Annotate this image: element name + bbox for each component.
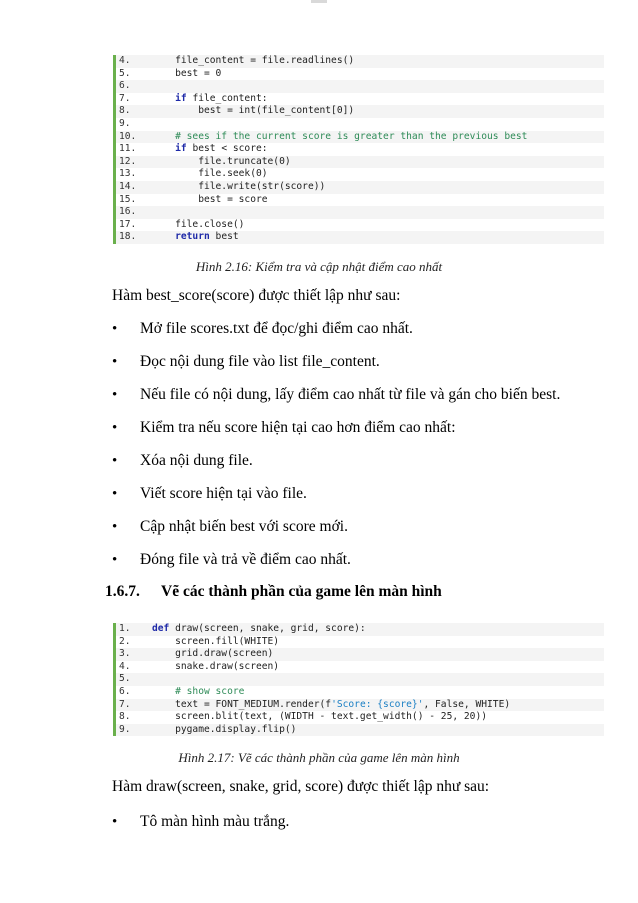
line-number: 10. bbox=[119, 130, 137, 142]
code-line bbox=[116, 699, 604, 712]
bullet-symbol: • bbox=[112, 321, 118, 337]
line-number: 13. bbox=[119, 168, 137, 180]
code-text: screen.fill(WHITE) bbox=[152, 635, 280, 647]
line-number: 6. bbox=[119, 80, 131, 92]
bullet-symbol: • bbox=[112, 453, 118, 469]
code-line bbox=[116, 724, 604, 737]
bullet-text: Mở file scores.txt để đọc/ghi điểm cao nhất. bbox=[140, 320, 413, 337]
code-text: file.seek(0) bbox=[152, 168, 268, 180]
bullet-item bbox=[112, 353, 380, 371]
code-line bbox=[116, 80, 604, 93]
code-line bbox=[116, 68, 604, 81]
bullet-text: Xóa nội dung file. bbox=[140, 452, 253, 469]
bullet-symbol: • bbox=[112, 387, 118, 403]
bullet-text: Kiểm tra nếu score hiện tại cao hơn điểm cao nhất: bbox=[140, 419, 456, 436]
line-number: 3. bbox=[119, 648, 131, 660]
code-text: best = 0 bbox=[152, 67, 222, 79]
code-text: file_content: bbox=[186, 92, 268, 104]
bullet-text: Viết score hiện tại vào file. bbox=[140, 485, 307, 502]
line-number: 12. bbox=[119, 155, 137, 167]
bullet-symbol: • bbox=[112, 552, 118, 568]
code-keyword: if bbox=[175, 143, 187, 155]
figure-caption-2-17: Hình 2.17: Vẽ các thành phần của game lên màn hình bbox=[178, 750, 460, 765]
intro-paragraph-best-score: Hàm best_score(score) được thiết lập như sau: bbox=[112, 287, 401, 304]
code-line bbox=[116, 673, 604, 686]
intro-paragraph-draw: Hàm draw(screen, snake, grid, score) được thiết lập như sau: bbox=[112, 778, 490, 795]
bullet-text: Tô màn hình màu trắng. bbox=[140, 813, 290, 830]
code-line bbox=[116, 181, 604, 194]
bullet-symbol: • bbox=[112, 420, 118, 436]
section-heading-1-6-7 bbox=[105, 583, 442, 601]
line-number: 1. bbox=[119, 623, 131, 634]
code-block-draw bbox=[113, 623, 604, 736]
code-text: best = int(file_content[0]) bbox=[152, 105, 355, 117]
code-text: file.close() bbox=[152, 218, 245, 230]
code-line bbox=[116, 131, 604, 144]
page-top-mark bbox=[311, 0, 327, 3]
bullet-item bbox=[112, 419, 456, 437]
code-line bbox=[116, 648, 604, 661]
bullet-symbol: • bbox=[112, 519, 118, 535]
code-text: snake.draw(screen) bbox=[152, 660, 280, 672]
bullet-item bbox=[112, 452, 253, 470]
bullet-symbol: • bbox=[112, 354, 118, 370]
code-line bbox=[116, 686, 604, 699]
line-number: 7. bbox=[119, 698, 131, 710]
line-number: 8. bbox=[119, 105, 131, 117]
code-text: file.truncate(0) bbox=[152, 155, 291, 167]
code-text: text = FONT_MEDIUM.render(f bbox=[152, 698, 332, 710]
code-line bbox=[116, 623, 604, 636]
line-number: 9. bbox=[119, 117, 131, 129]
code-line bbox=[116, 206, 604, 219]
code-comment: # sees if the current score is greater than the previous best bbox=[152, 130, 528, 142]
section-title: Vẽ các thành phần của game lên màn hình bbox=[161, 583, 442, 600]
bullet-symbol: • bbox=[112, 814, 118, 830]
line-number: 8. bbox=[119, 711, 131, 723]
bullet-symbol: • bbox=[112, 486, 118, 502]
bullet-item bbox=[112, 518, 348, 536]
code-comment: # show score bbox=[152, 685, 245, 697]
bullet-item bbox=[112, 813, 289, 831]
code-text: pygame.display.flip() bbox=[152, 723, 297, 735]
code-block-best-score bbox=[113, 55, 604, 244]
figure-caption-2-16: Hình 2.16: Kiểm tra và cập nhật điểm cao nhất bbox=[195, 259, 443, 274]
code-line bbox=[116, 711, 604, 724]
line-number: 6. bbox=[119, 685, 131, 697]
code-text: grid.draw(screen) bbox=[152, 648, 274, 660]
code-string: 'Score: {score}' bbox=[331, 698, 424, 710]
code-text: , False, WHITE) bbox=[423, 698, 511, 710]
bullet-item bbox=[112, 551, 351, 569]
code-line bbox=[116, 636, 604, 649]
bullet-text: Đóng file và trả về điểm cao nhất. bbox=[140, 551, 351, 568]
code-text: best < score: bbox=[186, 143, 268, 155]
line-number: 11. bbox=[119, 143, 137, 155]
code-line bbox=[116, 55, 604, 68]
line-number: 9. bbox=[119, 723, 131, 735]
line-number: 18. bbox=[119, 231, 137, 243]
line-number: 14. bbox=[119, 180, 137, 192]
bullet-text: Cập nhật biến best với score mới. bbox=[140, 518, 348, 535]
line-number: 5. bbox=[119, 67, 131, 79]
code-text: draw(screen, snake, grid, score): bbox=[169, 623, 366, 634]
code-keyword: def bbox=[152, 623, 170, 634]
code-line bbox=[116, 231, 604, 244]
line-number: 15. bbox=[119, 193, 137, 205]
code-line bbox=[116, 105, 604, 118]
line-number: 7. bbox=[119, 92, 131, 104]
line-number: 5. bbox=[119, 673, 131, 685]
line-number: 17. bbox=[119, 218, 137, 230]
bullet-text: Nếu file có nội dung, lấy điểm cao nhất từ file và gán cho biến best. bbox=[140, 386, 561, 403]
section-number: 1.6.7. bbox=[105, 583, 140, 600]
code-line bbox=[116, 168, 604, 181]
code-keyword: if bbox=[175, 92, 187, 104]
code-keyword: return bbox=[175, 231, 210, 243]
bullet-item bbox=[112, 485, 307, 503]
code-line bbox=[116, 156, 604, 169]
code-text: best bbox=[209, 231, 239, 243]
code-line bbox=[116, 143, 604, 156]
line-number: 4. bbox=[119, 660, 131, 672]
code-line bbox=[116, 118, 604, 131]
bullet-item bbox=[112, 320, 413, 338]
code-text: best = score bbox=[152, 193, 268, 205]
code-line bbox=[116, 661, 604, 674]
bullet-item bbox=[112, 386, 560, 404]
code-text: screen.blit(text, (WIDTH - text.get_width() - 25, 20)) bbox=[152, 711, 488, 723]
code-line bbox=[116, 219, 604, 232]
bullet-text: Đọc nội dung file vào list file_content. bbox=[140, 353, 380, 370]
code-line bbox=[116, 93, 604, 106]
code-line bbox=[116, 194, 604, 207]
line-number: 4. bbox=[119, 55, 131, 66]
line-number: 16. bbox=[119, 206, 137, 218]
code-text: file_content = file.readlines() bbox=[152, 55, 355, 66]
line-number: 2. bbox=[119, 635, 131, 647]
code-text: file.write(str(score)) bbox=[152, 180, 326, 192]
